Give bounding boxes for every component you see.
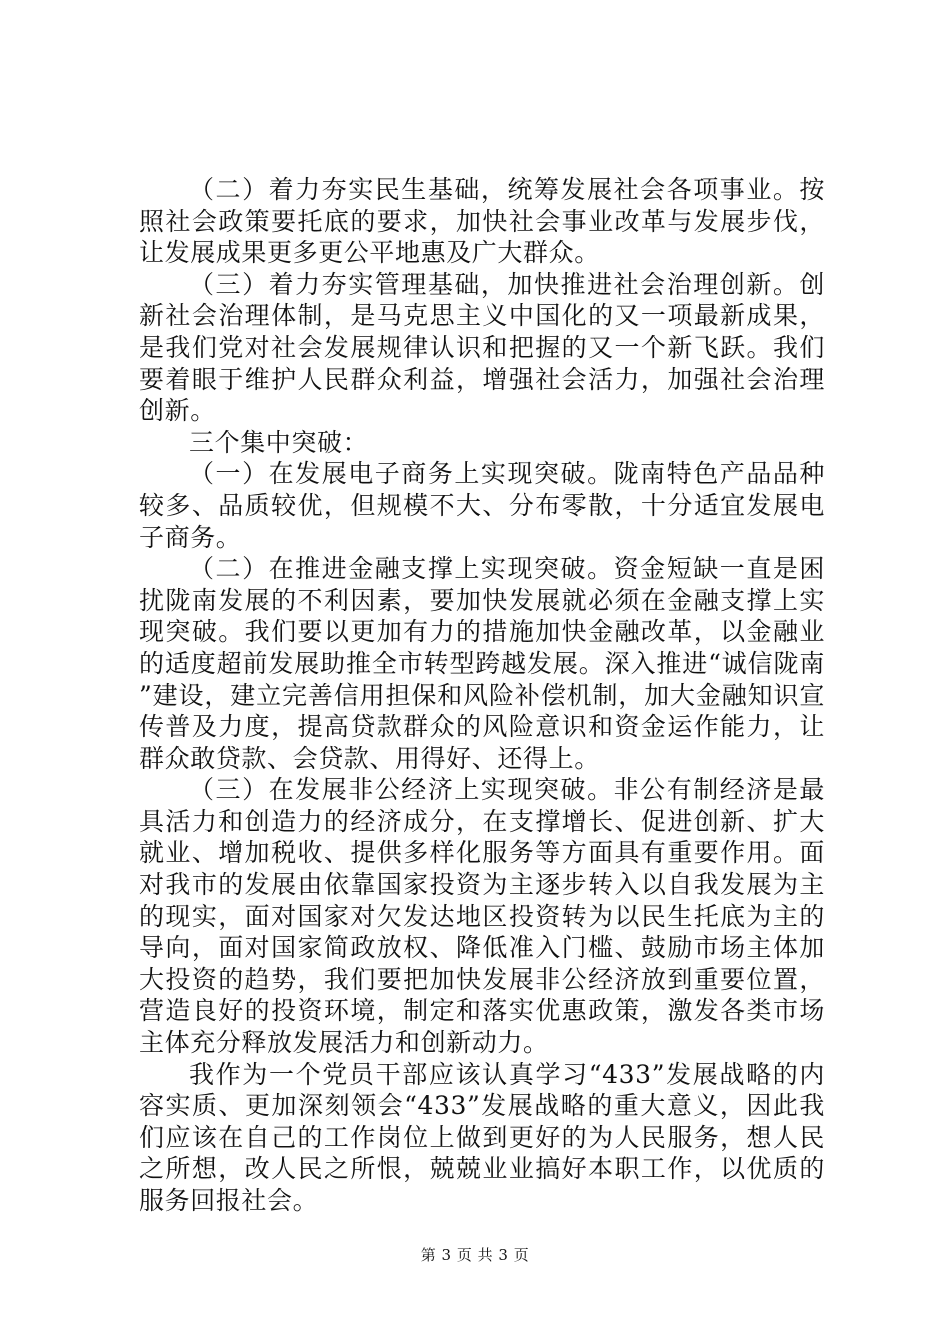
paragraph-governance: （三）着力夯实管理基础，加快推进社会治理创新。创新社会治理体制，是马克思主义中国化的又一项最新成果，是我们党对社会发展规律认识和把握的又一个新飞跃。我们要着眼于维护人民群众利益，增强社会活力，加强社会治理创新。 bbox=[139, 269, 825, 426]
paragraph-livelihood: （二）着力夯实民生基础，统筹发展社会各项事业。按照社会政策要托底的要求，加快社会事业改革与发展步伐，让发展成果更多更公平地惠及广大群众。 bbox=[139, 175, 825, 268]
paragraph-non-public-economy: （三）在发展非公经济上实现突破。非公有制经济是最具活力和创造力的经济成分，在支撑增长、促进创新、扩大就业、增加税收、提供多样化服务等方面具有重要作用。面对我市的发展由依靠国家投资为主逐步转入以自我发展为主的现实，面对国家对欠发达地区投资转为以民生托底为主的导向，面对国家简政放权、降低准入门槛、鼓励市场主体加大投资的趋势，我们要把加快发展非公经济放到重要位置，营造良好的投资环境，制定和落实优惠政策，激发各类市场主体充分释放发展活力和创新动力。 bbox=[139, 775, 825, 1058]
paragraph-ecommerce: （一）在发展电子商务上实现突破。陇南特色产品品种较多、品质较优，但规模不大、分布零散，十分适宜发展电子商务。 bbox=[139, 459, 825, 552]
document-body bbox=[139, 174, 825, 1217]
paragraph-personal-reflection: 我作为一个党员干部应该认真学习“433”发展战略的内容实质、更加深刻领会“433”发展战略的重大意义，因此我们应该在自己的工作岗位上做到更好的为人民服务，想人民之所想，改人民之所恨，兢兢业业搞好本职工作，以优质的服务回报社会。 bbox=[139, 1059, 825, 1215]
page-number-footer: 第 3 页 共 3 页 bbox=[420, 1246, 530, 1264]
paragraph-finance: （二）在推进金融支撑上实现突破。资金短缺一直是困扰陇南发展的不利因素，要加快发展就必须在金融支撑上实现突破。我们要以更加有力的措施加快金融改革，以金融业的适度超前发展助推全市转型跨越发展。深入推进“诚信陇南”建设，建立完善信用担保和风险补偿机制，加大金融知识宣传普及力度，提高贷款群众的风险意识和资金运作能力，让群众敢贷款、会贷款、用得好、还得上。 bbox=[139, 554, 825, 773]
paragraph-three-breakthroughs-heading: 三个集中突破： bbox=[189, 427, 369, 457]
